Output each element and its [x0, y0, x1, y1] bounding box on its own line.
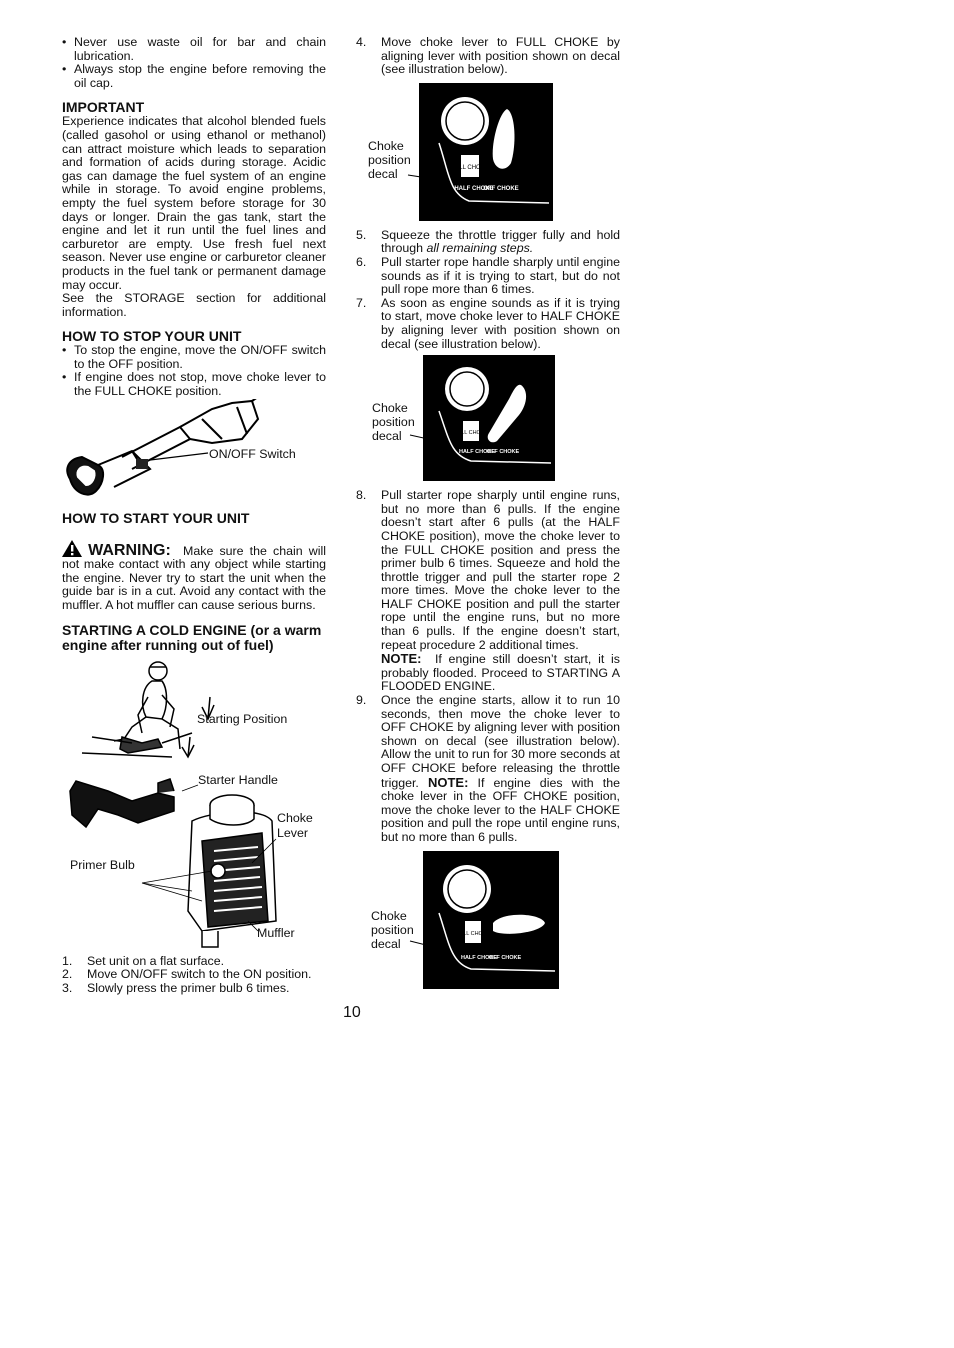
step-1: 1. Set unit on a flat surface. — [62, 953, 225, 968]
starting-position-illustration — [62, 657, 326, 767]
page-number: 10 — [343, 1004, 361, 1021]
starting-position-label: Starting Position — [197, 711, 288, 726]
step-4: 4. Move choke lever to FULL CHOKE by aligning lever with position shown on decal (see illustration below). — [356, 35, 620, 77]
step-7: 7. As soon as engine sounds as if it is trying to start, move choke lever to HALF CHOKE by aligning lever with position shown on decal (see illustration below). — [356, 295, 620, 351]
onoff-switch-label: ON/OFF Switch — [209, 446, 296, 461]
decal-label-choke-3: Choke — [371, 908, 407, 923]
cold-engine-heading: STARTING A COLD ENGINE (or a warm engine after running out of fuel) — [62, 621, 322, 653]
decal-label-decal: decal — [368, 166, 398, 181]
important-heading: IMPORTANT — [62, 99, 145, 116]
choke-lever-label-line1: Choke — [277, 810, 313, 825]
decal-label-decal-3: decal — [371, 936, 401, 951]
right-column — [356, 36, 620, 991]
important-text: Experience indicates that alcohol blended fuels (called gasohol or using ethanol or methanol) can attract moisture which leads to separation and formation of acids during storage. Acidic gas can damage the fuel system of an engine while in storage. To avoid engine problems, empty the fuel system before storage for 30 days or longer. Drain the gas tank, start the engine and let it run until the fuel lines and carburetor are empty. Use fresh fuel next season. Never use engine or carburetor cleaner products in the fuel tank or permanent damage may occur. — [62, 114, 326, 292]
svg-text:OFF CHOKE: OFF CHOKE — [486, 449, 520, 456]
warning-triangle-icon — [62, 540, 82, 557]
decal-panel-off — [423, 851, 559, 989]
stop-bullet-2: • If engine does not stop, move choke lever to the FULL CHOKE position. — [62, 371, 326, 398]
muffler-label: Muffler — [257, 925, 295, 940]
decal-panel-full — [419, 83, 553, 221]
left-column — [62, 36, 326, 995]
onoff-switch-illustration — [62, 399, 326, 503]
decal-label-position-2: position — [372, 415, 415, 430]
svg-text:OFF CHOKE: OFF CHOKE — [488, 954, 522, 961]
warning-text: Make sure the chain will not make contact with any object while starting the engine. Never try to start the unit when the guide bar is in a cut. Avoid any contact with the muffler. A hot muffler can cause serious burns. — [62, 543, 326, 613]
storage-reference: See the STORAGE section for additional information. — [62, 291, 326, 319]
starter-handle-label: Starter Handle — [198, 772, 278, 787]
decal-half-text: HALF CHOKE — [454, 185, 494, 192]
decal-full-text: FULL CHOKE — [451, 164, 489, 171]
stop-heading: HOW TO STOP YOUR UNIT — [62, 328, 242, 345]
intro-bullet-1: • Never use waste oil for bar and chain lubrication. — [62, 36, 326, 63]
decal-panel-half — [423, 355, 555, 481]
stop-bullet-1: • To stop the engine, move the ON/OFF switch to the OFF position. — [62, 344, 326, 371]
svg-text:FULL CHOKE: FULL CHOKE — [455, 930, 491, 937]
intro-bullet-2: • Always stop the engine before removing the oil cap. — [62, 63, 326, 90]
svg-text:HALF CHOKE: HALF CHOKE — [458, 449, 496, 456]
step-8-note: NOTE: If engine still doesn’t start, it is probably flooded. Proceed to STARTING A FLOODED ENGINE. — [381, 651, 620, 694]
choke-decal-figure-off — [356, 851, 620, 991]
engine-parts-illustration — [62, 771, 326, 951]
decal-label-choke-2: Choke — [372, 401, 408, 416]
decal-label-choke: Choke — [368, 138, 404, 153]
step-9: 9. Once the engine starts, allow it to run 10 seconds, then move the choke lever to OFF CHOKE by aligning lever with position shown on decal (see illustration below). Allow the unit to run for 30 more seconds at OFF CHOKE before releasing the throttle trigger. NOTE: If engine dies with the choke lever in the OFF CHOKE position, move the choke lever to the HALF CHOKE position and pull the rope until engine runs, but no more than 6 pulls. — [356, 693, 620, 844]
step-2: 2. Move ON/OFF switch to the ON position. — [62, 967, 312, 982]
svg-text:HALF CHOKE: HALF CHOKE — [460, 954, 498, 961]
step-8: 8. Pull starter rope sharply until engine runs, but no more than 6 pulls. If the engine doesn’t start after 6 pulls (at the HALF CHOKE position), move the choke lever to the FULL CHOKE position and press the primer bulb 6 times. Squeeze and hold the throttle trigger and pull the starter rope 2 more times. Move the choke lever to the HALF CHOKE position and pull the starter rope until the engine runs, but no more than 6 pulls. If the engine doesn’t start, repeat procedure 2 additional times. — [356, 488, 620, 652]
step-5: 5. Squeeze the throttle trigger fully and hold through all remaining steps. — [356, 227, 620, 256]
start-heading: HOW TO START YOUR UNIT — [62, 509, 250, 526]
decal-label-position-3: position — [371, 922, 414, 937]
primer-bulb-label: Primer Bulb — [70, 857, 135, 872]
decal-off-text: OFF CHOKE — [483, 185, 519, 192]
choke-decal-figure-half — [356, 355, 620, 489]
step-6: 6. Pull starter rope handle sharply until engine sounds as if it is trying to start, but do not pull rope more than 6 times. — [356, 254, 620, 297]
choke-lever-label-line2: Lever — [277, 825, 308, 840]
svg-text:FULL CHOKE: FULL CHOKE — [453, 430, 489, 437]
decal-label-position: position — [368, 152, 411, 167]
choke-decal-figure-full — [356, 83, 620, 229]
step-3: 3. Slowly press the primer bulb 6 times. — [62, 980, 290, 995]
decal-label-decal-2: decal — [372, 429, 402, 444]
warning-paragraph — [62, 540, 326, 613]
warning-title: WARNING: — [88, 541, 171, 559]
